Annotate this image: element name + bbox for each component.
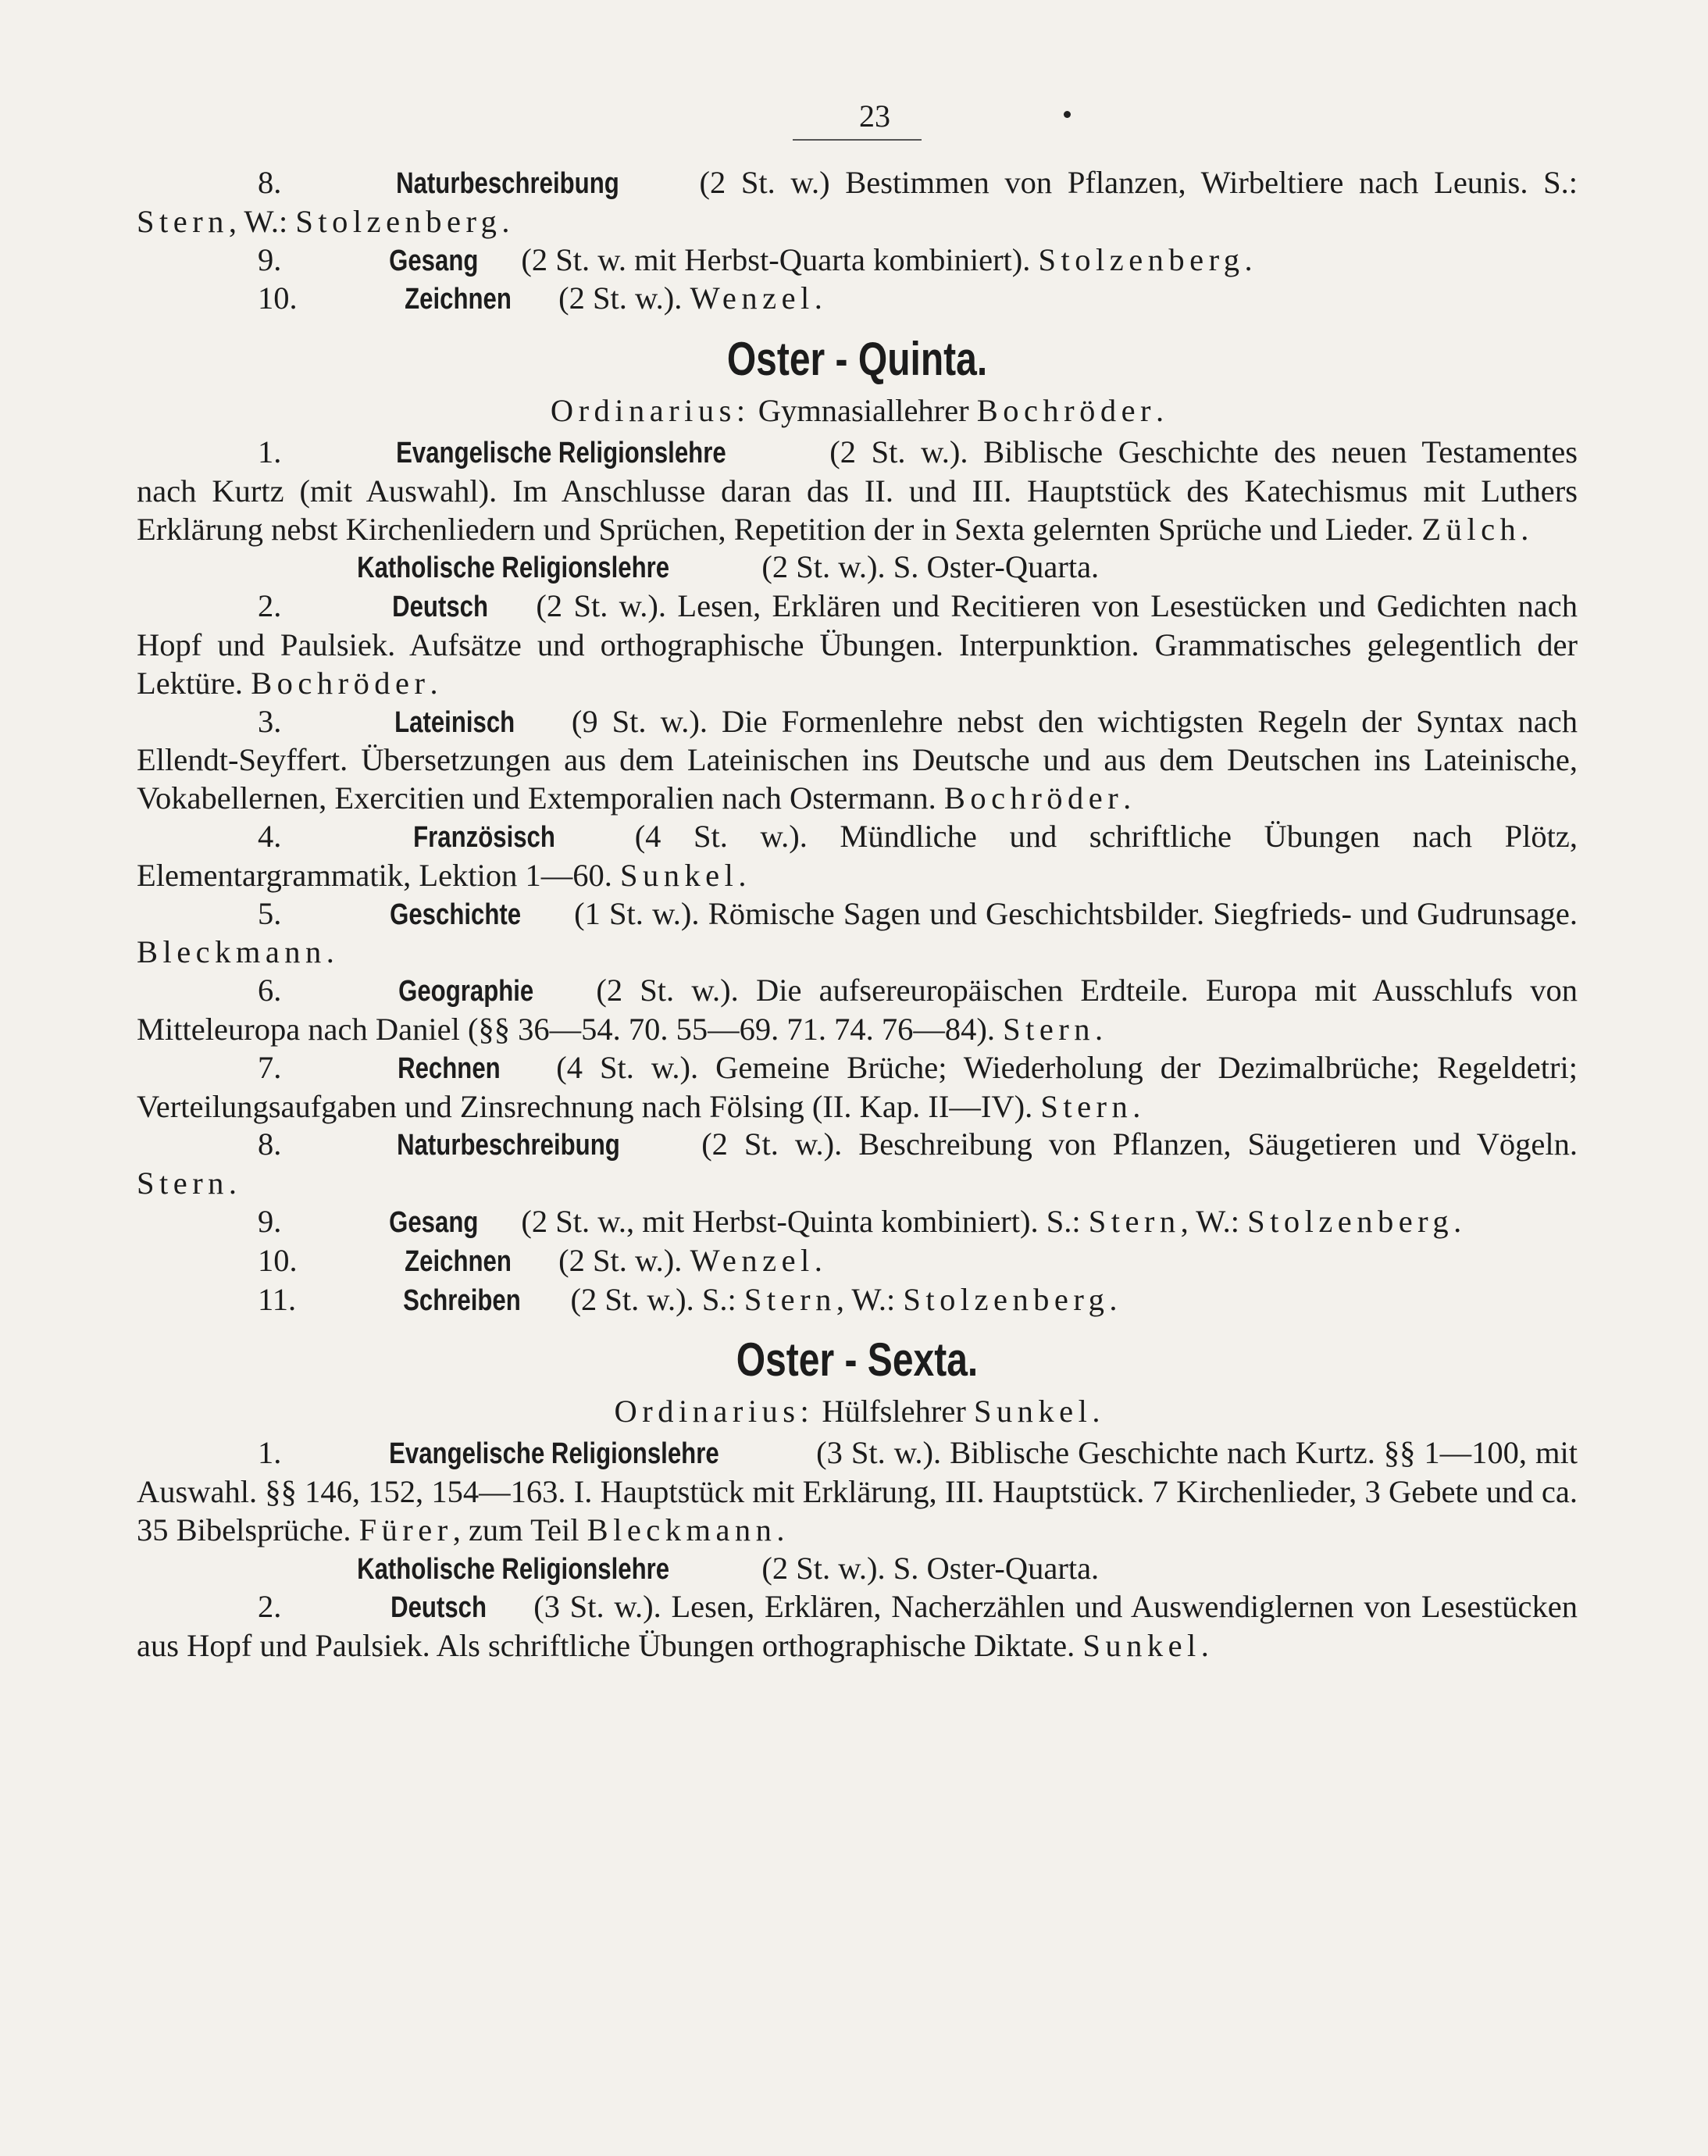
entry-text: .: [326, 934, 334, 970]
teacher-name: Stern: [137, 1165, 229, 1201]
subject-entry: [137, 241, 1578, 280]
teacher-name: Zülch: [1421, 511, 1521, 547]
entry-number: 7.: [258, 1049, 282, 1085]
entry-number: 5.: [258, 895, 282, 931]
entry-text: , W.:: [1180, 1203, 1248, 1239]
entry-text: .: [776, 1512, 785, 1547]
subject-name: Evangelische Religionslehre: [396, 436, 726, 469]
entry-text: (4 St. w.). Mündliche und schriftliche Übungen nach Plötz, Elementargrammatik, Lektion 1—60.: [137, 818, 1578, 893]
ordinarius-name: Bochröder: [976, 393, 1157, 429]
entry-number: 9.: [258, 241, 282, 277]
entry-text: (2 St. w. mit Herbst-Quarta kombiniert).: [513, 241, 1039, 277]
entry-text: (1 St. w.). Römische Sagen und Geschichtsbilder. Siegfrieds- und Gudrunsage.: [565, 895, 1578, 931]
entry-text: (2 St. w., mit Herbst-Quinta kombiniert). S.:: [513, 1203, 1089, 1239]
entry-text: .: [1453, 1203, 1462, 1239]
entry-text: (2 St. w.) Bestimmen von Pflanzen, Wirbeltiere nach Leunis. S.:: [683, 165, 1578, 200]
ink-dot: [1064, 111, 1071, 118]
entry-text: .: [814, 1242, 822, 1278]
ordinarius-label: Ordinarius:: [614, 1394, 815, 1430]
entry-number: 8.: [258, 165, 282, 200]
teacher-name: Stolzenberg: [295, 203, 502, 239]
subject-entry: [137, 1434, 1578, 1549]
subject-entry: [137, 1049, 1578, 1126]
entry-text: (9 St. w.). Die Formenlehre nebst den wichtigsten Regeln der Syntax nach Ellendt-Seyffert. Übersetzungen aus dem Lateinischen ins Deutsche und aus dem Deutschen ins Lateinische, Vokabellernen, Exercitien und Extemporalien nach Ostermann.: [137, 703, 1578, 816]
entry-text: , W.:: [228, 203, 296, 239]
subject-entry: [137, 1588, 1578, 1665]
teacher-name: Bleckmann: [137, 934, 326, 970]
entry-text: (2 St. w.). Biblische Geschichte des neuen Testamentes nach Kurtz (mit Auswahl). Im Anschlusse daran das II. und III. Hauptstück des Katechismus mit Luthers Erklärung nebst Kirchenliedern und Sprüchen, Repetition der in Sexta gelernten Sprüche und Lieder.: [137, 434, 1578, 547]
page-number-rule: [793, 139, 922, 141]
subject-name: Gesang: [388, 1205, 478, 1239]
ordinarius-end: .: [1156, 393, 1164, 429]
subject-entry: [137, 164, 1578, 241]
entry-text: (2 St. w.).: [550, 1242, 690, 1278]
teacher-name: Stern: [1003, 1011, 1095, 1047]
teacher-name: Sunkel: [1082, 1628, 1201, 1664]
subject-entry: [137, 548, 1578, 587]
subject-name: Geographie: [398, 975, 533, 1008]
entry-text: .: [1200, 1628, 1209, 1664]
entry-text: (2 St. w.). S. Oster-Quarta.: [754, 1550, 1100, 1586]
page-number: 23: [859, 98, 890, 134]
teacher-name: Stern: [743, 1281, 836, 1317]
entry-text: (2 St. w.). S.:: [562, 1281, 744, 1317]
subject-entry: [137, 972, 1578, 1049]
teacher-name: Stern: [137, 203, 229, 239]
teacher-name: Stolzenberg: [1247, 1203, 1454, 1239]
ordinarius-line: [137, 392, 1578, 430]
subject-entry: [137, 434, 1578, 548]
entry-number: 10.: [258, 280, 298, 316]
subject-name: Deutsch: [390, 1591, 487, 1625]
entry-number: 1.: [258, 434, 282, 469]
subject-name: Katholische Religionslehre: [357, 1552, 670, 1586]
document-body: [137, 164, 1578, 1665]
entry-text: .: [1123, 780, 1132, 816]
subject-name: Rechnen: [398, 1051, 501, 1085]
entry-number: 9.: [258, 1203, 282, 1239]
entry-text: .: [228, 1165, 237, 1201]
teacher-name: Stolzenberg: [1038, 241, 1245, 277]
entry-text: (3 St. w.). Lesen, Erklären, Nacherzählen und Auswendiglernen von Lesestücken aus Hopf und Paulsiek. Als schriftliche Übungen orthographische Diktate.: [137, 1589, 1578, 1664]
subject-entry: [137, 1126, 1578, 1203]
subject-entry: [137, 818, 1578, 895]
section-heading: Oster - Quinta.: [726, 333, 988, 386]
entry-number: 10.: [258, 1242, 298, 1278]
teacher-name: Fürer: [358, 1512, 453, 1547]
entry-number: 4.: [258, 818, 282, 854]
entry-text: .: [430, 665, 438, 701]
teacher-name: Bochröder: [251, 665, 430, 701]
entry-text: .: [814, 280, 822, 316]
entry-text: .: [1109, 1281, 1118, 1317]
entry-text: (2 St. w.). Lesen, Erklären und Recitieren von Lesestücken und Gedichten nach Hopf und Paulsiek. Aufsätze und orthographische Übungen. Interpunktion. Grammatisches gelegentlich der Lektüre.: [137, 588, 1578, 701]
subject-name: Schreiben: [403, 1283, 522, 1317]
teacher-name: Bleckmann: [587, 1512, 777, 1547]
entry-number: 11.: [258, 1281, 297, 1317]
entry-text: .: [1094, 1011, 1104, 1047]
entry-text: , zum Teil: [452, 1512, 587, 1547]
subject-entry: [137, 1281, 1578, 1320]
teacher-name: Stern: [1040, 1088, 1133, 1124]
entry-text: .: [501, 203, 510, 239]
teacher-name: Wenzel: [690, 1242, 815, 1278]
subject-entry: [137, 1242, 1578, 1281]
entry-text: .: [738, 857, 747, 893]
teacher-name: Stern: [1088, 1203, 1181, 1239]
ordinarius-line: [137, 1393, 1578, 1431]
entry-text: (2 St. w.). Die aufsereuropäischen Erdteile. Europa mit Ausschlufs von Mitteleuropa nach Daniel (§§ 36—54. 70. 55—69. 71. 74. 76—84).: [137, 973, 1578, 1047]
ordinarius-label: Ordinarius:: [550, 393, 751, 429]
entry-number: 2.: [258, 1589, 282, 1625]
entry-text: (2 St. w.).: [550, 280, 690, 316]
subject-name: Naturbeschreibung: [396, 167, 619, 200]
entry-number: 2.: [258, 588, 282, 624]
entry-number: 1.: [258, 1435, 282, 1471]
teacher-name: Sunkel: [619, 857, 739, 893]
teacher-name: Stolzenberg: [903, 1281, 1110, 1317]
ordinarius-end: .: [1092, 1394, 1100, 1430]
entry-text: .: [1132, 1088, 1141, 1124]
ordinarius-name: Sunkel: [973, 1394, 1093, 1430]
entry-text: (3 St. w.). Biblische Geschichte nach Kurtz. §§ 1—100, mit Auswahl. §§ 146, 152, 154—163. I. Hauptstück mit Erklärung, III. Hauptstück. 7 Kirchenlieder, 3 Gebete und ca. 35 Bibelsprüche.: [137, 1435, 1578, 1547]
subject-entry: [137, 587, 1578, 702]
subject-name: Zeichnen: [404, 1244, 512, 1278]
subject-entry: [137, 703, 1578, 818]
subject-name: Zeichnen: [404, 283, 512, 316]
subject-name: Evangelische Religionslehre: [389, 1437, 720, 1471]
subject-name: Katholische Religionslehre: [357, 551, 670, 585]
subject-name: Deutsch: [391, 591, 488, 624]
subject-entry: [137, 1550, 1578, 1589]
ordinarius-text: Hülfslehrer: [814, 1394, 974, 1430]
subject-entry: [137, 1203, 1578, 1242]
section-heading: Oster - Sexta.: [736, 1333, 979, 1387]
subject-name: Naturbeschreibung: [397, 1129, 621, 1162]
entry-number: 3.: [258, 703, 282, 739]
entry-text: (2 St. w.). Beschreibung von Pflanzen, Säugetieren und Vögeln.: [685, 1126, 1578, 1162]
entry-number: 8.: [258, 1126, 282, 1162]
subject-name: Gesang: [388, 244, 478, 277]
entry-text: .: [1244, 241, 1253, 277]
subject-entry: [137, 280, 1578, 319]
subject-entry: [137, 895, 1578, 973]
subject-name: Geschichte: [389, 898, 521, 931]
teacher-name: Wenzel: [690, 280, 815, 316]
entry-text: .: [1521, 511, 1529, 547]
entry-text: (2 St. w.). S. Oster-Quarta.: [754, 549, 1100, 585]
subject-name: Französisch: [413, 820, 555, 854]
teacher-name: Bochröder: [943, 780, 1124, 816]
ordinarius-text: Gymnasiallehrer: [750, 393, 977, 429]
entry-text: (4 St. w.). Gemeine Brüche; Wiederholung der Dezimalbrüche; Regeldetri; Verteilungsaufgaben und Zinsrechnung nach Fölsing (II. Kap. II—IV).: [137, 1049, 1578, 1124]
subject-name: Lateinisch: [394, 705, 515, 739]
entry-number: 6.: [258, 973, 282, 1008]
entry-text: , W.:: [836, 1281, 904, 1317]
